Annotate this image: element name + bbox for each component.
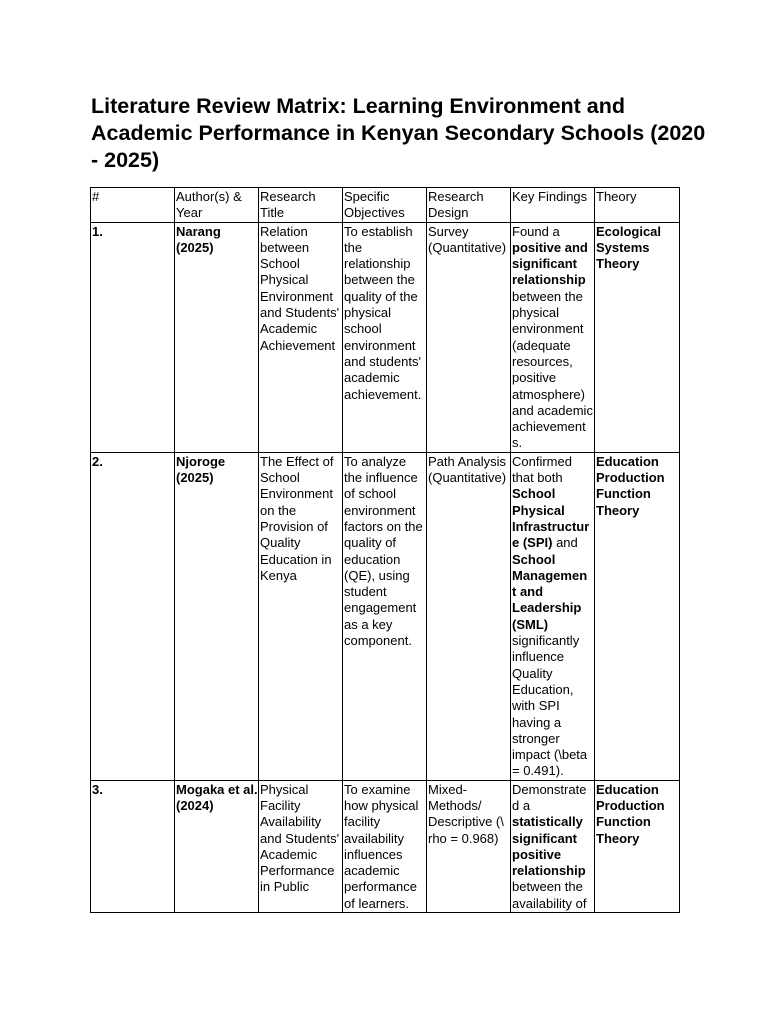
- table-header-row: [91, 188, 680, 223]
- page-title: Literature Review Matrix: Learning Environment and Academic Performance in Kenyan Secondary Schools (2020 - 2025): [91, 94, 706, 172]
- key-findings: [511, 780, 595, 912]
- findings-emphasis: t and Leadership (SML): [512, 584, 582, 632]
- author-year: Mogaka et al. (2024): [175, 780, 259, 912]
- column-header-number: #: [91, 188, 175, 223]
- findings-emphasis: positive and significant relationship: [512, 239, 588, 288]
- author-year: Njoroge (2025): [175, 452, 259, 780]
- table-row: [91, 452, 680, 780]
- column-header-theory: Theory: [595, 188, 680, 223]
- column-header-title: Research Title: [259, 188, 343, 223]
- findings-text: Confirmed that both: [512, 453, 572, 486]
- literature-review-table: [90, 187, 680, 913]
- specific-objectives: To establish the relationship between the quality of the physical school environment and students' academic achievement.: [343, 222, 427, 452]
- findings-text: s.: [512, 435, 523, 451]
- findings-text: Found a: [512, 223, 560, 239]
- table-row: [91, 222, 680, 452]
- key-findings: [511, 222, 595, 452]
- research-title: Relation between School Physical Environment and Students' Academic Achievement: [259, 222, 343, 452]
- specific-objectives: To examine how physical facility availability influences academic performance of learners.: [343, 780, 427, 912]
- findings-text: and: [552, 535, 578, 551]
- column-header-findings: Key Findings: [511, 188, 595, 223]
- column-header-objectives: Specific Objectives: [343, 188, 427, 223]
- table-row: [91, 780, 680, 912]
- row-number: 3.: [91, 780, 175, 912]
- theory: Education Production Function Theory: [595, 452, 680, 780]
- theory: Education Production Function Theory: [595, 780, 680, 912]
- findings-emphasis: School Managemen: [512, 551, 588, 583]
- row-number: 1.: [91, 222, 175, 452]
- column-header-author: Author(s) & Year: [175, 188, 259, 223]
- author-year: Narang (2025): [175, 222, 259, 452]
- findings-text: between the physical environment (adequate resources, positive atmosphere) and academic achievement: [512, 288, 593, 435]
- findings-text: Demonstrate d a: [512, 781, 587, 813]
- theory: Ecological Systems Theory: [595, 222, 680, 452]
- row-number: 2.: [91, 452, 175, 780]
- research-title: The Effect of School Environment on the Provision of Quality Education in Kenya: [259, 452, 343, 780]
- findings-emphasis: statistically significant positive relationship: [512, 814, 586, 879]
- research-title: Physical Facility Availability and Students' Academic Performance in Public: [259, 780, 343, 912]
- findings-emphasis: School Physical Infrastructur: [512, 486, 590, 534]
- findings-text: significantly influence Quality Education, with SPI having a stronger impact (\beta = 0.491).: [512, 633, 588, 779]
- research-design: Path Analysis (Quantitative): [427, 452, 511, 780]
- findings-text: between the availability of: [512, 879, 587, 911]
- key-findings: [511, 452, 595, 780]
- research-design: Mixed-Methods/ Descriptive (\ rho = 0.968): [427, 780, 511, 912]
- research-design: Survey (Quantitative): [427, 222, 511, 452]
- specific-objectives: To analyze the influence of school environment factors on the quality of education (QE), using student engagement as a key component.: [343, 452, 427, 780]
- findings-emphasis: e (SPI): [512, 535, 553, 551]
- column-header-design: Research Design: [427, 188, 511, 223]
